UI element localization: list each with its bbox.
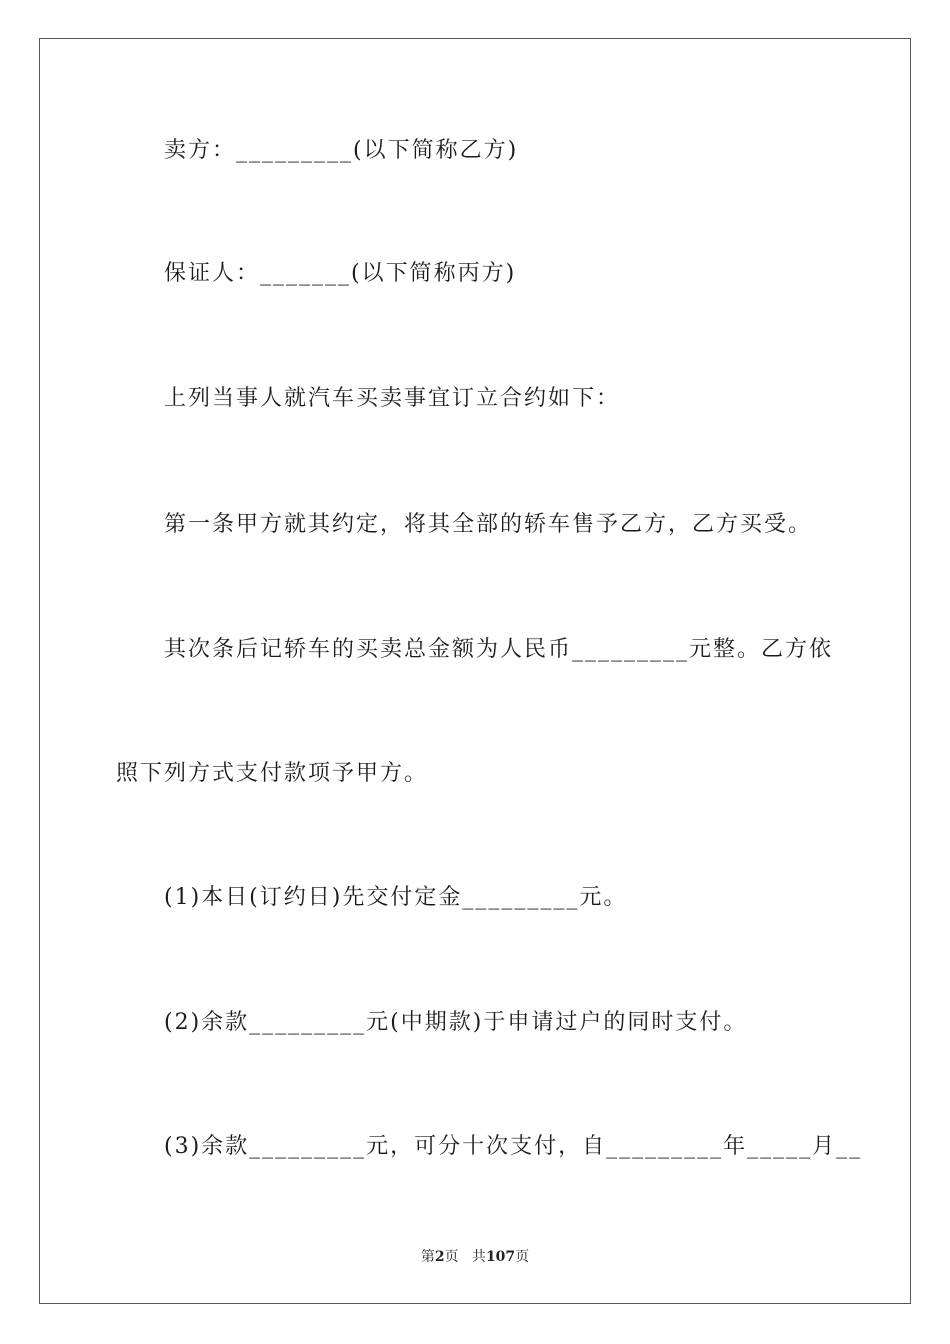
seller-line: 卖方：_________(以下简称乙方)	[164, 138, 519, 163]
page-border	[39, 38, 911, 1304]
footer-prefix: 第	[420, 1249, 435, 1265]
preamble-line: 上列当事人就汽车买卖事宜订立合约如下：	[164, 386, 621, 411]
payment-item-3: (3)余款_________元，可分十次支付，自_________年_____月__	[164, 1134, 863, 1159]
article-two-continuation: 照下列方式支付款项予甲方。	[116, 761, 429, 786]
article-two-line: 其次条后记轿车的买卖总金额为人民币_________元整。乙方依	[164, 637, 834, 662]
footer-page-number: 2	[434, 1249, 445, 1265]
payment-item-1: (1)本日(订约日)先交付定金_________元。	[164, 885, 628, 910]
page-footer	[0, 1248, 950, 1266]
guarantor-line: 保证人：_______(以下简称丙方)	[164, 261, 517, 286]
footer-total-pages: 107	[485, 1249, 516, 1265]
footer-mid: 页 共	[444, 1249, 486, 1265]
footer-suffix: 页	[515, 1249, 530, 1265]
article-one-line: 第一条甲方就其约定，将其全部的轿车售予乙方，乙方买受。	[164, 512, 813, 537]
payment-item-2: (2)余款_________元(中期款)于申请过户的同时支付。	[164, 1010, 748, 1035]
